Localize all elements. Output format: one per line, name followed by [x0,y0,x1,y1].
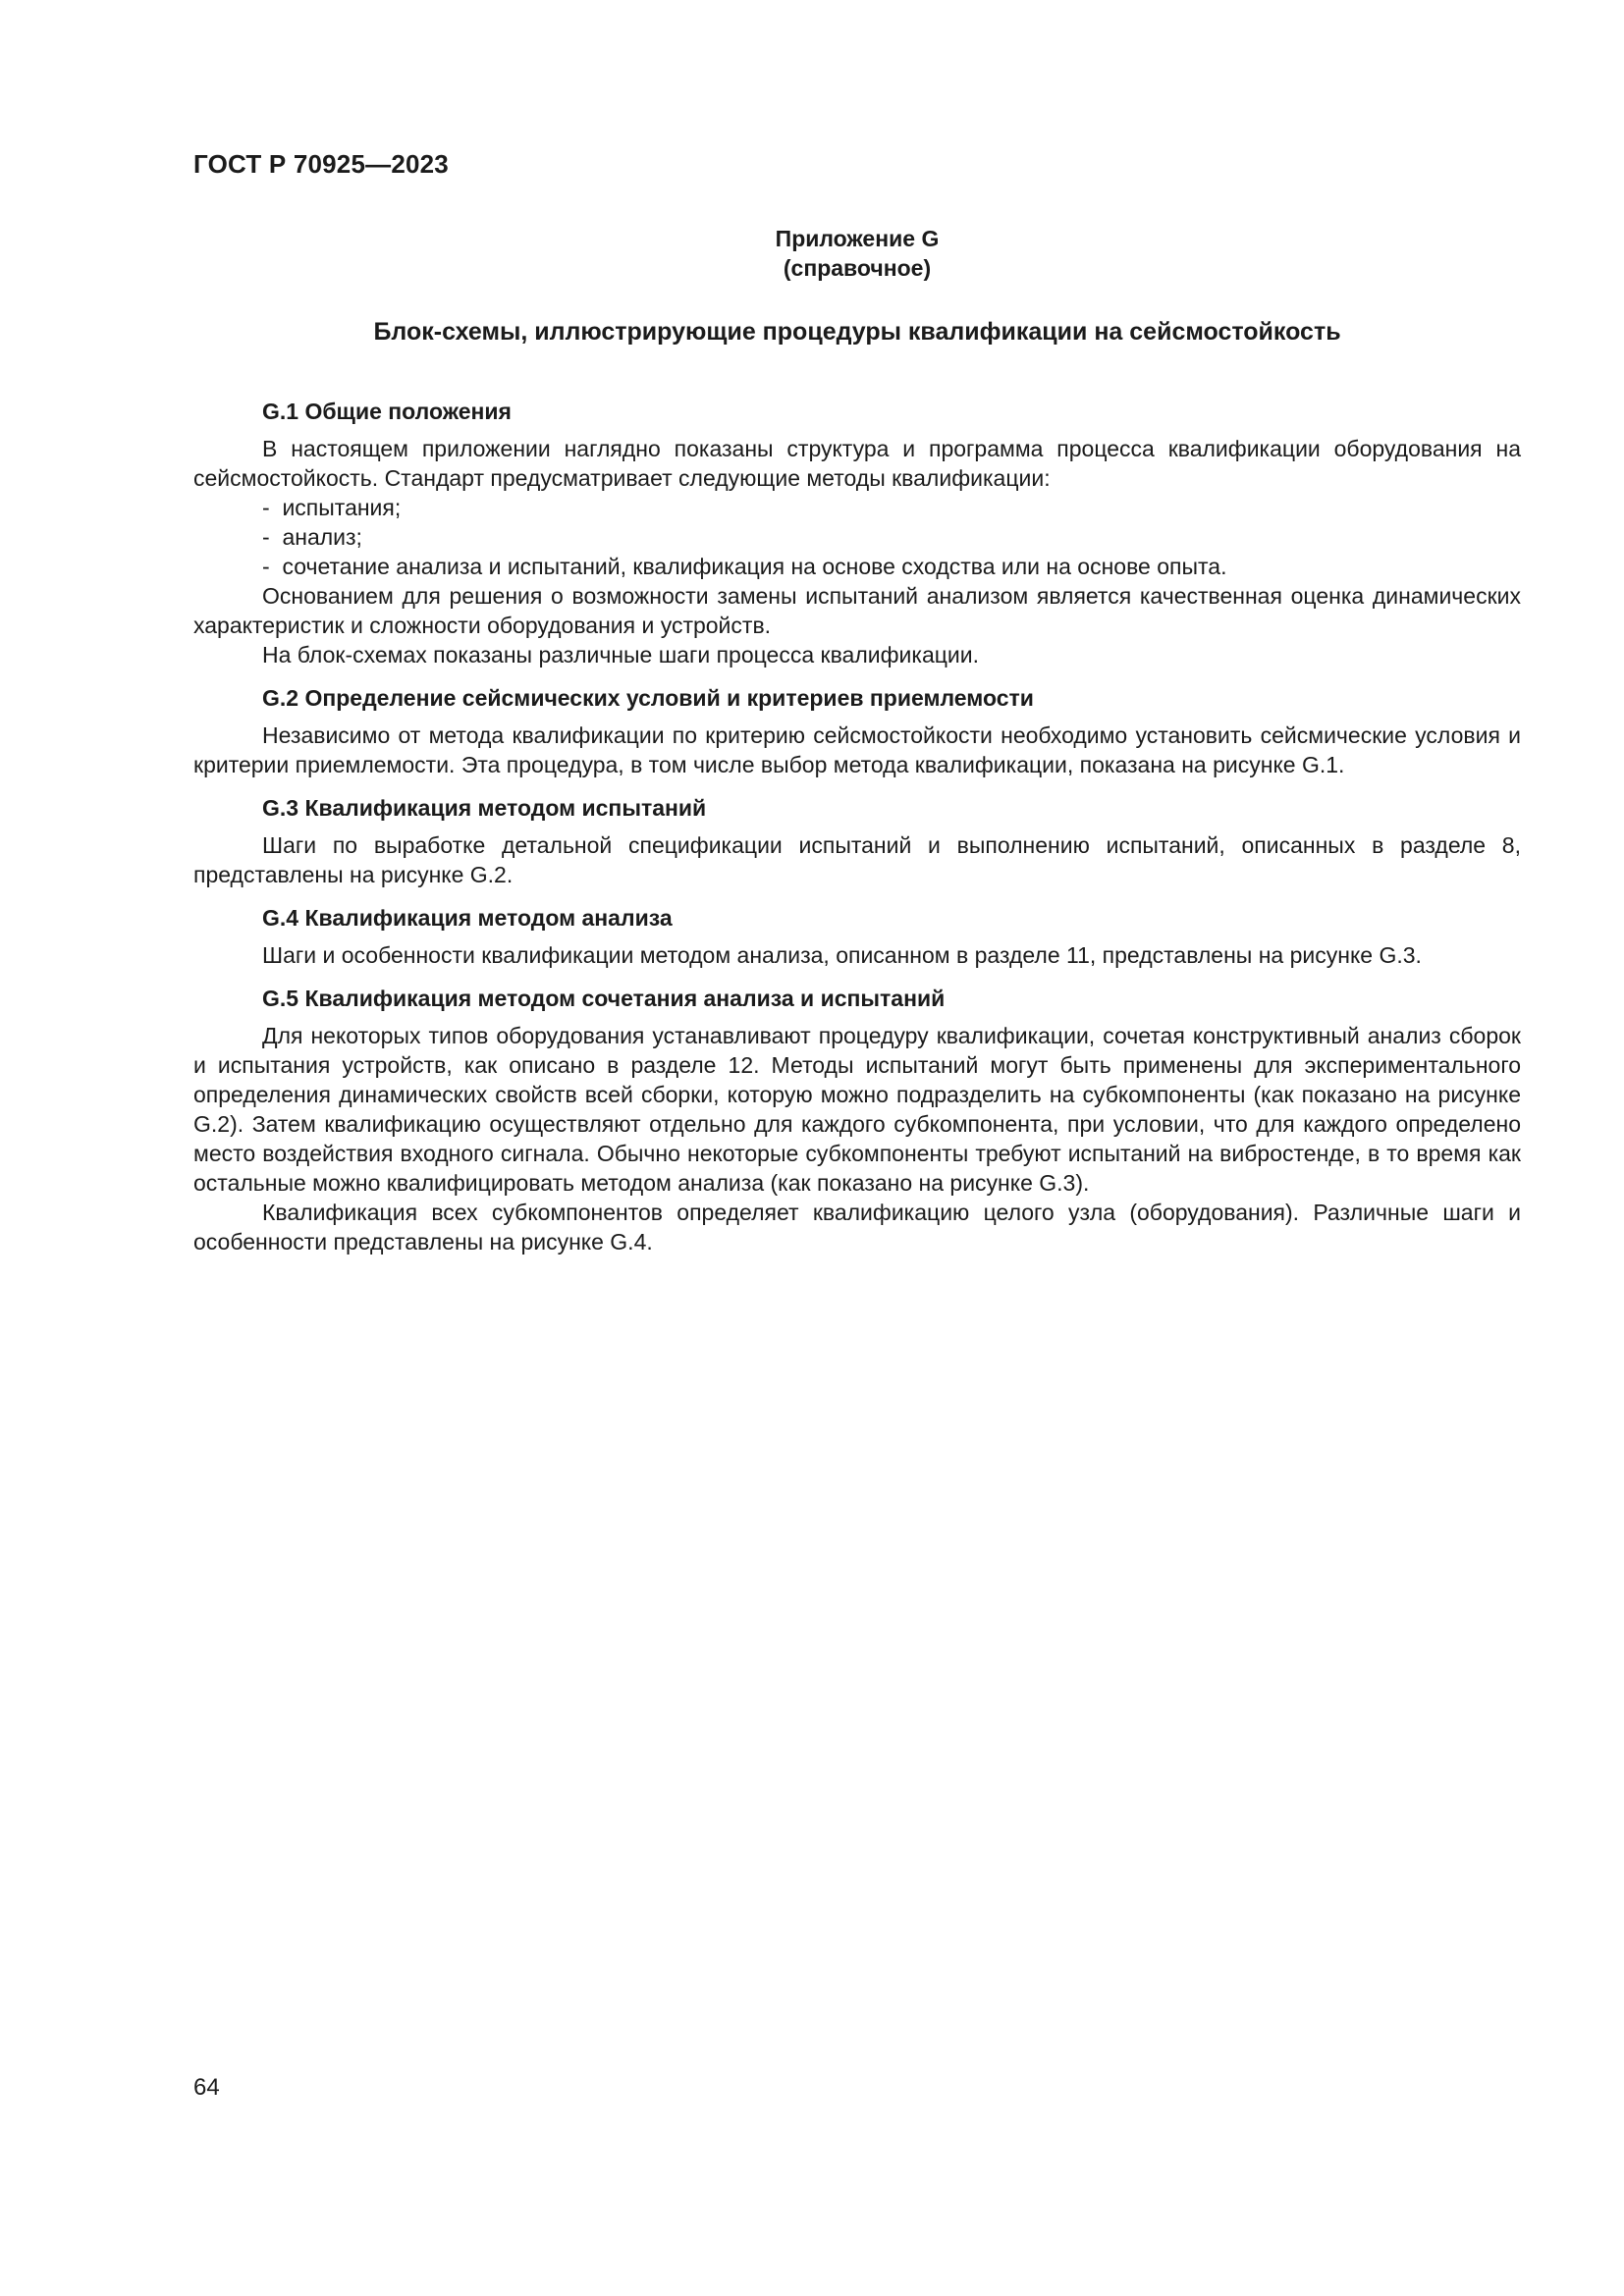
section-heading: G.1 Общие положения [262,399,512,424]
section-g4 [193,903,1521,970]
section-heading: G.5 Квалификация методом сочетания анализа и испытаний [262,986,946,1011]
paragraph: Шаги и особенности квалификации методом анализа, описанном в разделе 11, представлены на рисунке G.3. [262,942,1422,968]
page-number: 64 [193,2074,220,2101]
section-g5 [193,984,1521,1256]
paragraph: Для некоторых типов оборудования устанавливают процедуру квалификации, сочетая конструктивный анализ сборок и испытания устройств, как описано в разделе 12. Методы испытаний могут быть применены для экспериментального определения динамических свойств всей сборки, которую можно подразделить на субкомпоненты (как показано на рисунке G.2). Затем квалификацию осуществляют отдельно для каждого субкомпонента, при условии, что для каждого определено место воздействия входного сигнала. Обычно некоторые субкомпоненты требуют испытаний на вибростенде, в то время как остальные можно квалифицировать методом анализа (как показано на рисунке G.3). [193,1023,1521,1196]
appendix-status: (справочное) [783,255,932,281]
page-title: Блок-схемы, иллюстрирующие процедуры квалификации на сейсмостойкость [373,318,1341,346]
standard-code: ГОСТ Р 70925—2023 [193,149,449,179]
list-item: - испытания; [193,493,1521,522]
paragraph: Квалификация всех субкомпонентов определяет квалификацию целого узла (оборудования). Различные шаги и особенности представлены на рисунке G.4. [193,1200,1521,1255]
appendix-block [193,224,1521,283]
section-heading: G.3 Квалификация методом испытаний [262,795,707,821]
paragraph: Независимо от метода квалификации по критерию сейсмостойкости необходимо установить сейсмические условия и критерии приемлемости. Эта процедура, в том числе выбор метода квалификации, показана на рисунке G.1. [193,722,1521,777]
section-g2 [193,683,1521,779]
section-heading: G.2 Определение сейсмических условий и критериев приемлемости [262,685,1034,711]
paragraph: Шаги по выработке детальной спецификации испытаний и выполнению испытаний, описанных в разделе 8, представлены на рисунке G.2. [193,832,1521,887]
list-item: - анализ; [193,522,1521,552]
paragraph: На блок-схемах показаны различные шаги процесса квалификации. [262,642,980,667]
paragraph: Основанием для решения о возможности замены испытаний анализом является качественная оценка динамических характеристик и сложности оборудования и устройств. [193,583,1521,638]
paragraph: В настоящем приложении наглядно показаны структура и программа процесса квалификации оборудования на сейсмостойкость. Стандарт предусматривает следующие методы квалификации: [193,436,1521,491]
section-heading: G.4 Квалификация методом анализа [262,905,673,931]
section-g1 [193,397,1521,669]
appendix-label: Приложение G [775,226,940,251]
document-body [193,397,1521,1270]
methods-list [193,493,1521,581]
list-item: - сочетание анализа и испытаний, квалификация на основе сходства или на основе опыта. [193,552,1521,581]
section-g3 [193,793,1521,889]
